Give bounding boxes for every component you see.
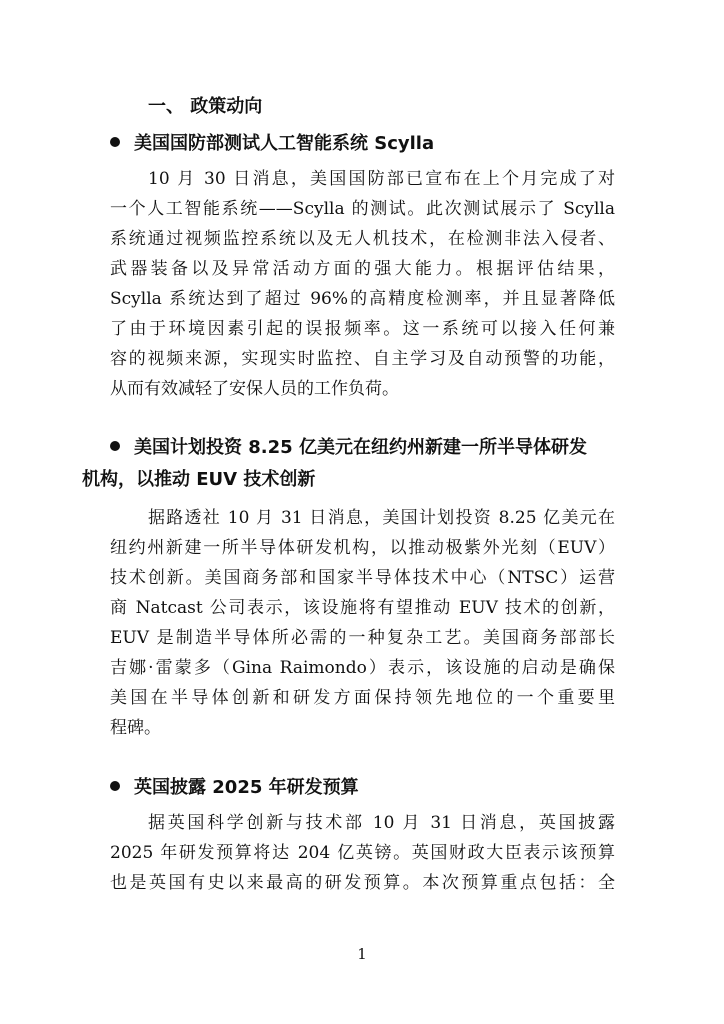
page-number: 1 (357, 945, 367, 963)
body-line: 从而有效减轻了安保人员的工作负荷。 (110, 379, 399, 399)
item-title-scylla (110, 128, 620, 160)
body-line: 美国在半导体创新和研发方面保持领先地位的一个重要里 (110, 688, 615, 708)
body-line: 也是英国有史以来最高的研发预算。本次预算重点包括：全 (110, 873, 615, 893)
item-title-semiconductor (82, 432, 620, 490)
section-heading: 一、 政策动向 (148, 96, 263, 117)
body-line: 纽约州新建一所半导体研发机构，以推动极紫外光刻（EUV） (110, 538, 615, 558)
body-line: 武器装备以及异常活动方面的强大能力。根据评估结果， (110, 259, 615, 279)
body-line: EUV 是制造半导体所必需的一种复杂工艺。美国商务部部长 (110, 628, 615, 648)
item-body-semiconductor (110, 503, 615, 743)
body-line: 技术创新。美国商务部和国家半导体技术中心（NTSC）运营 (110, 568, 615, 588)
body-line: 程碑。 (110, 718, 161, 738)
body-line: 吉娜·雷蒙多（Gina Raimondo）表示，该设施的启动是确保 (110, 658, 615, 678)
body-line: 了由于环境因素引起的误报频率。这一系统可以接入任何兼 (110, 319, 615, 339)
body-line: 一个人工智能系统——Scylla 的测试。此次测试展示了 Scylla (110, 199, 615, 219)
bullet-icon (110, 781, 120, 791)
item-title-text: 英国披露 2025 年研发预算 (134, 777, 359, 798)
body-line: 2025 年研发预算将达 204 亿英镑。英国财政大臣表示该预算 (110, 843, 615, 863)
item-body-uk-budget (110, 808, 615, 898)
item-body-scylla (110, 164, 615, 404)
body-line: 商 Natcast 公司表示，该设施将有望推动 EUV 技术的创新， (110, 598, 615, 618)
item-title-text-line2: 机构，以推动 EUV 技术创新 (82, 469, 316, 490)
item-title-text: 美国国防部测试人工智能系统 Scylla (134, 133, 435, 154)
item-title-uk-budget (110, 772, 620, 804)
body-line: 据英国科学创新与技术部 10 月 31 日消息，英国披露 (148, 813, 615, 833)
body-line: 据路透社 10 月 31 日消息，美国计划投资 8.25 亿美元在 (148, 508, 615, 528)
body-line: 10 月 30 日消息，美国国防部已宣布在上个月完成了对 (148, 169, 615, 189)
body-line: 系统通过视频监控系统以及无人机技术，在检测非法入侵者、 (110, 229, 615, 249)
bullet-icon (110, 441, 120, 451)
body-line: 容的视频来源，实现实时监控、自主学习及自动预警的功能， (110, 349, 615, 369)
item-title-text: 美国计划投资 8.25 亿美元在纽约州新建一所半导体研发 (134, 437, 587, 458)
body-line: Scylla 系统达到了超过 96%的高精度检测率，并且显著降低 (110, 289, 615, 309)
bullet-icon (110, 137, 120, 147)
